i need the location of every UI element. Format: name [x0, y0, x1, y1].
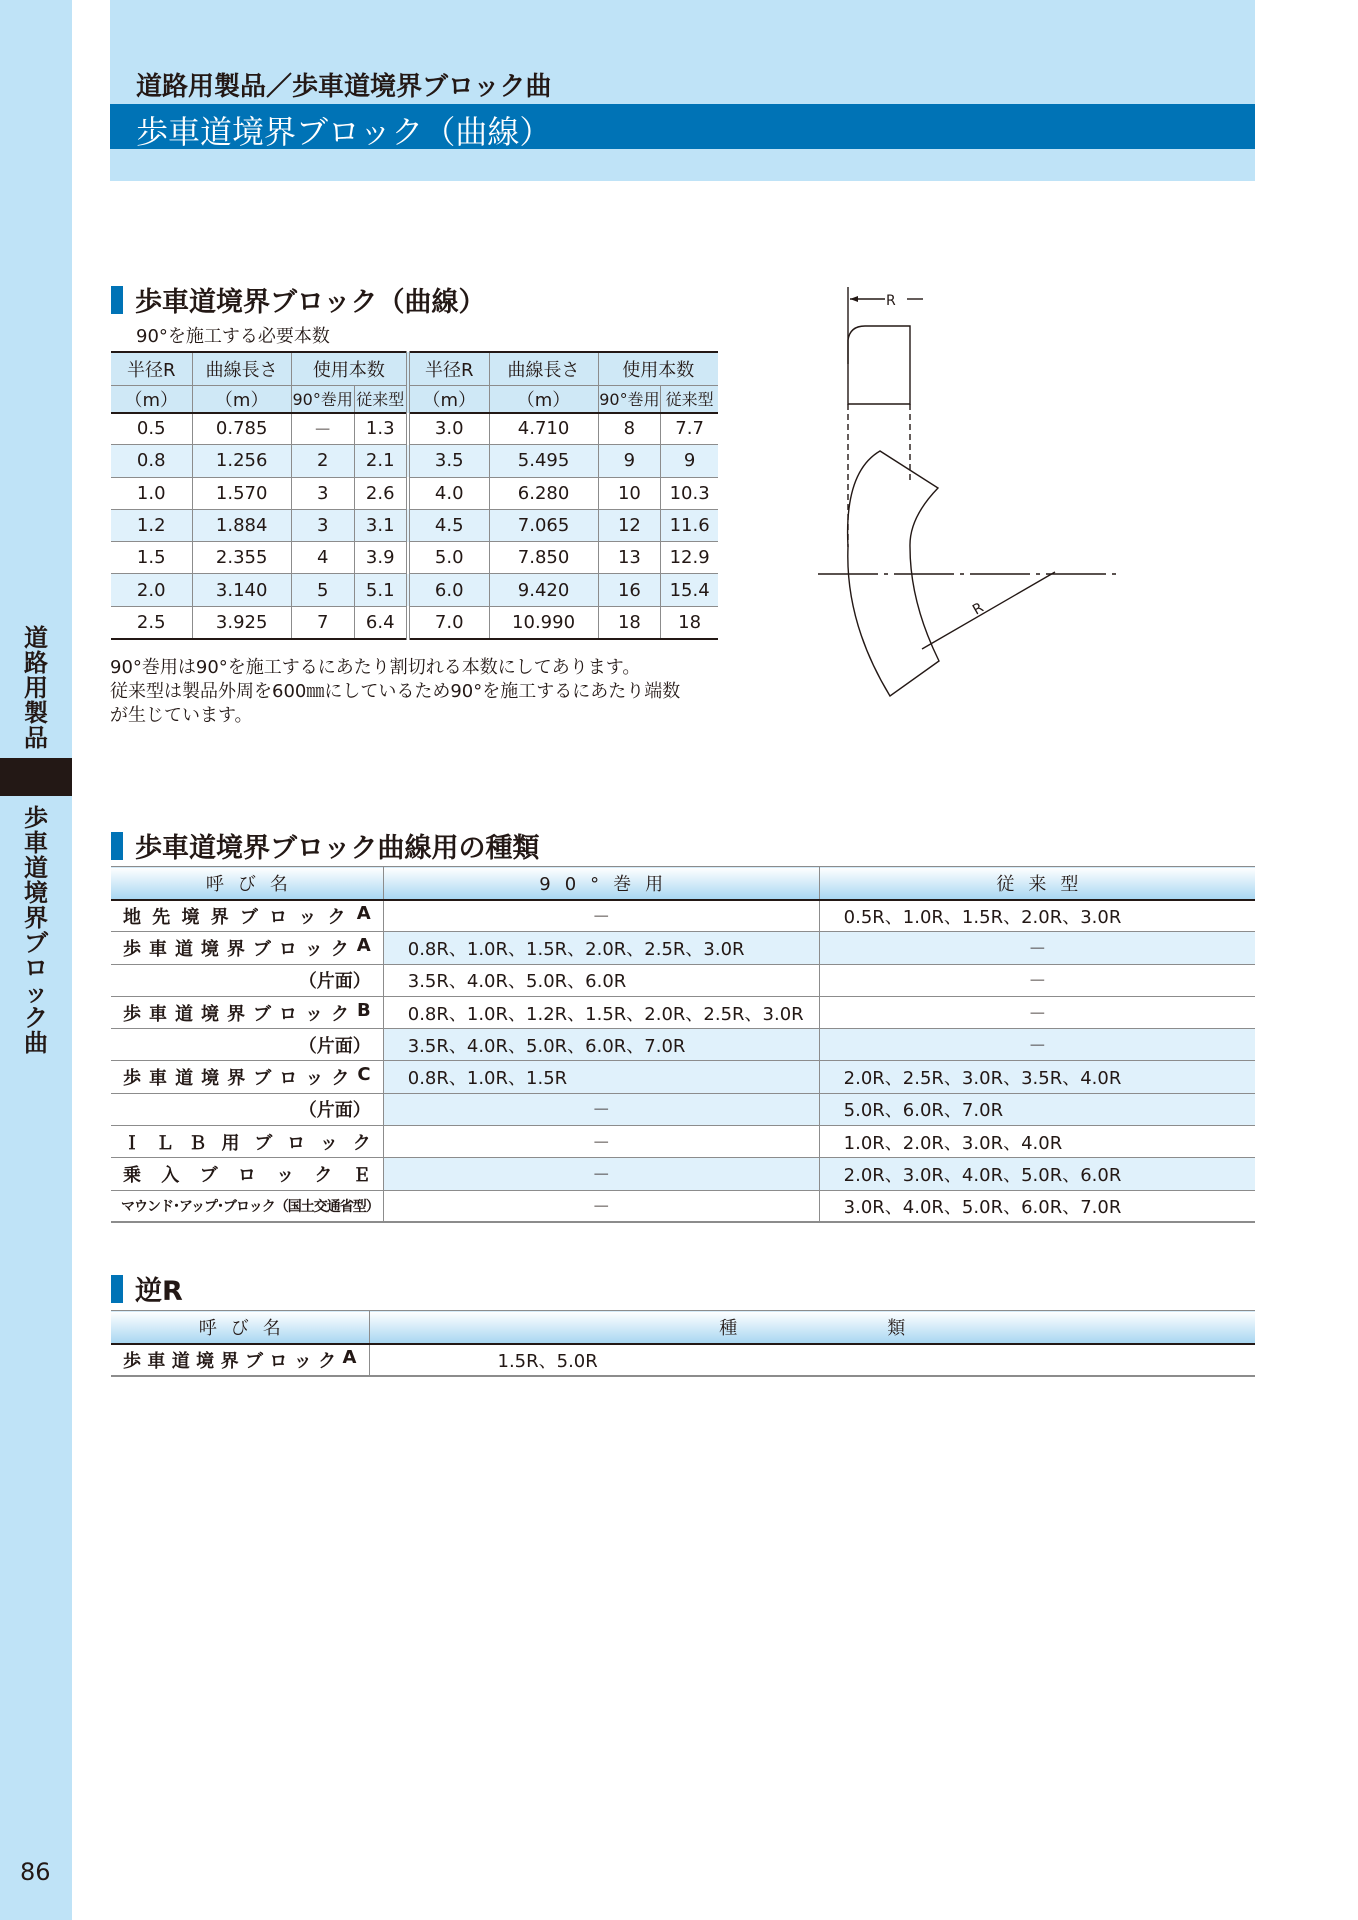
cell: 3.1 — [354, 509, 408, 541]
sidebar-divider — [0, 758, 72, 796]
cell: 3.0 — [408, 413, 489, 445]
table-row — [111, 1061, 1255, 1093]
cell: 5.0 — [408, 542, 489, 574]
heading-marker — [111, 286, 123, 314]
header-conventional: 従来型 — [354, 385, 408, 413]
cell-90: － — [383, 900, 819, 932]
table-caption: 90°を施工する必要本数 — [136, 326, 330, 347]
table-row — [111, 1190, 1255, 1222]
cell: 18 — [661, 606, 718, 638]
row-name — [111, 1158, 383, 1190]
cell: 3.925 — [192, 606, 291, 638]
cell: 6.4 — [354, 606, 408, 638]
sub-text: （片面） — [298, 971, 371, 993]
radius-label: R — [886, 293, 896, 309]
breadcrumb: 道路用製品／歩車道境界ブロック曲 — [136, 72, 552, 102]
cell-90: － — [383, 1126, 819, 1158]
cell-90: 3.5R、4.0R、5.0R、6.0R — [383, 964, 819, 996]
cell-conventional: 2.0R、3.0R、4.0R、5.0R、6.0R — [819, 1158, 1255, 1190]
table-row — [111, 413, 718, 445]
table-row — [111, 1158, 1255, 1190]
sub-text: （片面） — [298, 1035, 371, 1057]
cell: 4.5 — [408, 509, 489, 541]
cell-conventional: 2.0R、2.5R、3.0R、3.5R、4.0R — [819, 1061, 1255, 1093]
cell-conventional: 5.0R、6.0R、7.0R — [819, 1093, 1255, 1125]
cell: 12.9 — [661, 542, 718, 574]
cell-90: － — [383, 1093, 819, 1125]
cell-90: 0.8R、1.0R、1.5R — [383, 1061, 819, 1093]
name-text: 地 先 境 界 ブ ロ ッ ク A — [123, 902, 371, 928]
name-text: 歩 車 道 境 界 ブ ロ ッ ク A — [123, 934, 371, 960]
section-heading-curve — [111, 280, 485, 319]
cell: 4.0 — [408, 477, 489, 509]
header-unit: （m） — [192, 385, 291, 413]
reverse-r-table — [111, 1310, 1255, 1377]
section-heading-types — [111, 826, 539, 865]
table-row — [111, 964, 1255, 996]
type-value: 1.5R、5.0R — [497, 1350, 598, 1372]
cell-conventional: － — [819, 964, 1255, 996]
heading-marker — [111, 1275, 123, 1303]
header-unit: （m） — [489, 385, 598, 413]
required-count-table — [111, 351, 718, 640]
curve-block-diagram — [810, 282, 1135, 706]
cell: 0.785 — [192, 413, 291, 445]
header-90: 90°巻用 — [383, 867, 819, 900]
cell: 2.1 — [354, 445, 408, 477]
note-line: が生じています。 — [110, 705, 253, 726]
radius-line — [922, 572, 1055, 649]
section-title: 歩車道境界ブロック曲線用の種類 — [135, 833, 540, 864]
cell: 1.0 — [111, 477, 192, 509]
header-name: 呼び名 — [111, 867, 383, 900]
cell: 7.7 — [661, 413, 718, 445]
cell: － — [291, 413, 354, 445]
cell: 1.3 — [354, 413, 408, 445]
cell: 5 — [291, 574, 354, 606]
table-row — [111, 1126, 1255, 1158]
cell: 10.990 — [489, 606, 598, 638]
header-unit: （m） — [408, 385, 489, 413]
page-title: 歩車道境界ブロック（曲線） — [136, 113, 552, 151]
cell: 1.256 — [192, 445, 291, 477]
cell: 10 — [598, 477, 661, 509]
cell: 11.6 — [661, 509, 718, 541]
cell-90: 0.8R、1.0R、1.2R、1.5R、2.0R、2.5R、3.0R — [383, 996, 819, 1028]
cell: 7 — [291, 606, 354, 638]
cell-conventional: － — [819, 996, 1255, 1028]
row-name — [111, 1093, 383, 1125]
row-name — [111, 996, 383, 1028]
header-conventional: 従来型 — [661, 385, 718, 413]
header-unit: （m） — [111, 385, 192, 413]
row-name — [111, 1126, 383, 1158]
cell: 9 — [661, 445, 718, 477]
row-name — [111, 900, 383, 932]
cell: 2.5 — [111, 606, 192, 638]
cell: 9.420 — [489, 574, 598, 606]
cell: 7.065 — [489, 509, 598, 541]
row-name — [111, 1061, 383, 1093]
cell-90: 3.5R、4.0R、5.0R、6.0R、7.0R — [383, 1029, 819, 1061]
cell: 4 — [291, 542, 354, 574]
row-name — [111, 1344, 369, 1376]
table-row — [111, 996, 1255, 1028]
row-name: マウンド･アップ･ブロック（国土交通省型） — [111, 1190, 383, 1222]
cell: 12 — [598, 509, 661, 541]
header-radius: 半径R — [408, 352, 489, 385]
heading-marker — [111, 832, 123, 860]
note-line: 従来型は製品外周を600㎜にしているため90°を施工するにあたり端数 — [110, 681, 681, 702]
sidebar-category-label: 道 路 用 製 品 — [24, 624, 48, 752]
cell: 4.710 — [489, 413, 598, 445]
row-name — [111, 932, 383, 964]
section-title: 歩車道境界ブロック（曲線） — [135, 287, 486, 318]
table-row — [111, 1093, 1255, 1125]
radius-label: R — [970, 599, 987, 619]
section-heading-reverse — [111, 1269, 183, 1308]
cell: 3 — [291, 477, 354, 509]
cell: 16 — [598, 574, 661, 606]
cell: 0.8 — [111, 445, 192, 477]
cell-conventional: － — [819, 1029, 1255, 1061]
cell-90: － — [383, 1190, 819, 1222]
note-line: 90°巻用は90°を施工するにあたり割切れる本数にしてあります。 — [110, 657, 641, 678]
table-row — [111, 574, 718, 606]
cell-90: 0.8R、1.0R、1.5R、2.0R、2.5R、3.0R — [383, 932, 819, 964]
cell: 2.0 — [111, 574, 192, 606]
name-text: 歩 車 道 境 界 ブ ロ ッ ク C — [123, 1064, 371, 1090]
header-radius: 半径R — [111, 352, 192, 385]
cell-90: － — [383, 1158, 819, 1190]
cell-conventional: － — [819, 932, 1255, 964]
table-row — [111, 509, 718, 541]
arrow-head — [850, 296, 858, 302]
header-count: 使用本数 — [291, 352, 408, 385]
header-90: 90°巻用 — [291, 385, 354, 413]
cell: 6.0 — [408, 574, 489, 606]
cell: 1.570 — [192, 477, 291, 509]
header-count: 使用本数 — [598, 352, 718, 385]
row-name — [111, 964, 383, 996]
cell: 5.1 — [354, 574, 408, 606]
cell-conventional: 0.5R、1.0R、1.5R、2.0R、3.0R — [819, 900, 1255, 932]
page-number: 86 — [20, 1858, 51, 1886]
cell-type — [369, 1344, 1255, 1376]
table-row — [111, 606, 718, 638]
cell: 1.2 — [111, 509, 192, 541]
row-name — [111, 1029, 383, 1061]
name-text: Ｉ Ｌ Ｂ 用 ブ ロ ッ ク — [123, 1132, 371, 1154]
table-notes — [110, 656, 680, 728]
cell: 3.5 — [408, 445, 489, 477]
cell: 1.884 — [192, 509, 291, 541]
cell: 2.355 — [192, 542, 291, 574]
cell: 10.3 — [661, 477, 718, 509]
cell: 0.5 — [111, 413, 192, 445]
cell: 3 — [291, 509, 354, 541]
header-length: 曲線長さ — [489, 352, 598, 385]
name-text: 歩 車 道 境 界 ブ ロ ッ ク B — [123, 999, 371, 1025]
table-row — [111, 1029, 1255, 1061]
cell: 18 — [598, 606, 661, 638]
cell: 6.280 — [489, 477, 598, 509]
cell: 9 — [598, 445, 661, 477]
cell: 7.0 — [408, 606, 489, 638]
cell: 3.140 — [192, 574, 291, 606]
cell: 8 — [598, 413, 661, 445]
cell: 3.9 — [354, 542, 408, 574]
sidebar-subcategory-label: 歩 車 道 境 界 ブ ロ ッ ク 曲 — [24, 804, 48, 1057]
cell: 7.850 — [489, 542, 598, 574]
table-row — [111, 542, 718, 574]
sub-text: （片面） — [298, 1100, 371, 1122]
header-90: 90°巻用 — [598, 385, 661, 413]
block-section — [848, 326, 910, 404]
curve-types-table — [111, 866, 1255, 1223]
cell: 13 — [598, 542, 661, 574]
cell: 1.5 — [111, 542, 192, 574]
cell: 15.4 — [661, 574, 718, 606]
table-row — [111, 900, 1255, 932]
cell: 2 — [291, 445, 354, 477]
header-length: 曲線長さ — [192, 352, 291, 385]
cell-conventional: 1.0R、2.0R、3.0R、4.0R — [819, 1126, 1255, 1158]
name-text: 歩 車 道 境 界 ブ ロ ッ ク A — [123, 1346, 357, 1372]
header-conventional: 従来型 — [819, 867, 1255, 900]
cell: 5.495 — [489, 445, 598, 477]
cell-conventional: 3.0R、4.0R、5.0R、6.0R、7.0R — [819, 1190, 1255, 1222]
table-row — [111, 932, 1255, 964]
table-row — [111, 445, 718, 477]
header-type: 種類 — [369, 1311, 1255, 1344]
name-text: 乗 入 ブ ロ ッ ク Ｅ — [123, 1165, 371, 1187]
cell: 2.6 — [354, 477, 408, 509]
section-title: 逆R — [135, 1276, 183, 1307]
header-name: 呼び名 — [111, 1311, 369, 1344]
table-row — [111, 477, 718, 509]
table-row — [111, 1344, 1255, 1376]
